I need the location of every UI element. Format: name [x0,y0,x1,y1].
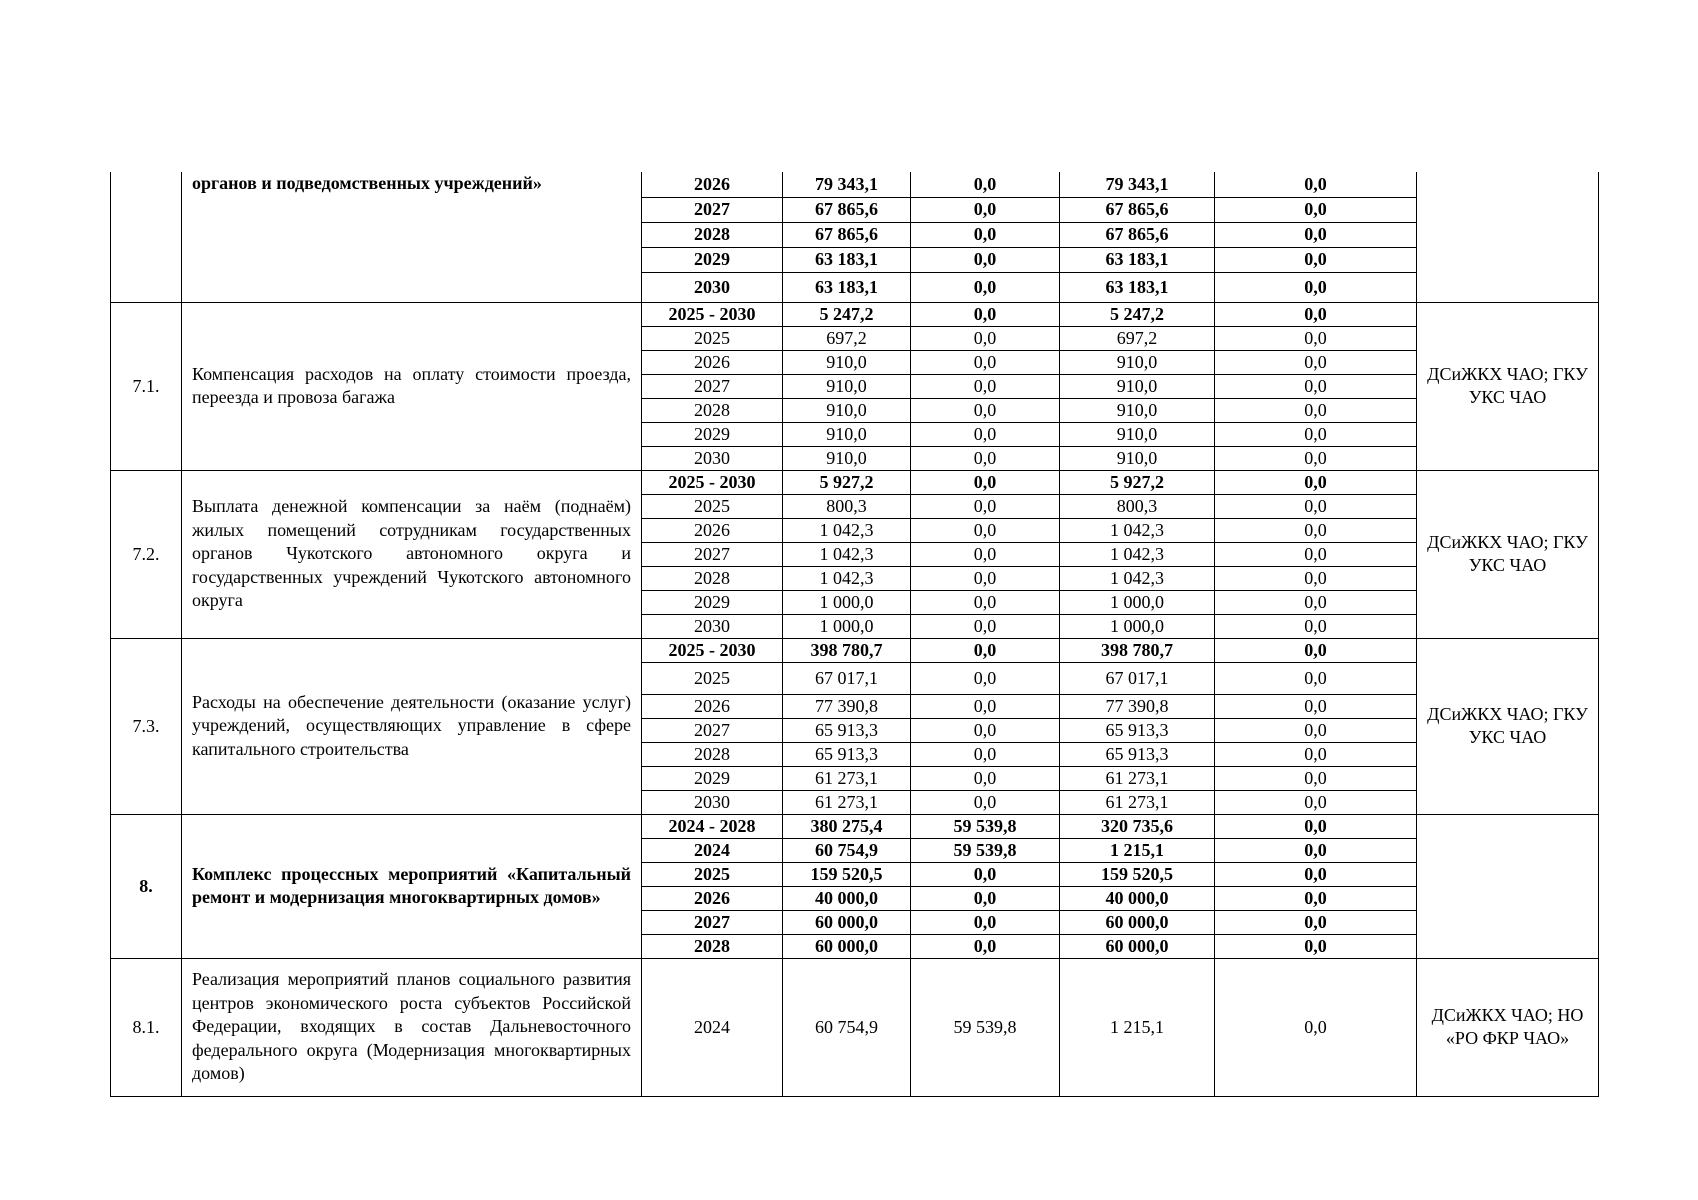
row-index: 7.3. [111,638,182,814]
other-sources-cell: 0,0 [1215,494,1417,518]
total-cell: 60 754,9 [783,838,911,862]
table-row [111,958,1599,1096]
period-cell: 2024 - 2028 [642,814,783,838]
period-cell: 2027 [642,374,783,398]
regional-budget-cell: 60 000,0 [1060,910,1215,934]
federal-budget-cell: 0,0 [911,638,1060,662]
period-cell: 2027 [642,718,783,742]
activity-description: органов и подведомственных учреждений» [182,172,642,302]
regional-budget-cell: 67 865,6 [1060,222,1215,247]
federal-budget-cell: 0,0 [911,718,1060,742]
responsible-executor [1417,172,1599,302]
total-cell: 61 273,1 [783,766,911,790]
period-cell: 2028 [642,222,783,247]
period-cell: 2025 - 2030 [642,470,783,494]
regional-budget-cell: 800,3 [1060,494,1215,518]
period-cell: 2025 [642,494,783,518]
total-cell: 1 000,0 [783,614,911,638]
period-cell: 2029 [642,422,783,446]
period-cell: 2025 [642,326,783,350]
other-sources-cell: 0,0 [1215,910,1417,934]
activity-description: Выплата денежной компенсации за наём (поднаём) жилых помещений сотрудникам государственных органов Чукотского автономного округа и государственных учреждений Чукотского автономного округа [182,470,642,638]
other-sources-cell: 0,0 [1215,398,1417,422]
regional-budget-cell: 5 247,2 [1060,302,1215,326]
period-cell: 2026 [642,518,783,542]
other-sources-cell: 0,0 [1215,790,1417,814]
total-cell: 65 913,3 [783,742,911,766]
total-cell: 60 000,0 [783,934,911,958]
total-cell: 910,0 [783,398,911,422]
total-cell: 63 183,1 [783,247,911,272]
period-cell: 2026 [642,886,783,910]
period-cell: 2024 [642,958,783,1096]
federal-budget-cell: 0,0 [911,766,1060,790]
regional-budget-cell: 159 520,5 [1060,862,1215,886]
federal-budget-cell: 0,0 [911,910,1060,934]
table-row [111,814,1599,838]
federal-budget-cell: 0,0 [911,197,1060,222]
total-cell: 1 042,3 [783,518,911,542]
regional-budget-cell: 910,0 [1060,350,1215,374]
federal-budget-cell: 0,0 [911,302,1060,326]
regional-budget-cell: 1 042,3 [1060,542,1215,566]
total-cell: 910,0 [783,374,911,398]
table-row [111,470,1599,494]
other-sources-cell: 0,0 [1215,222,1417,247]
federal-budget-cell: 0,0 [911,247,1060,272]
regional-budget-cell: 1 215,1 [1060,958,1215,1096]
other-sources-cell: 0,0 [1215,814,1417,838]
other-sources-cell: 0,0 [1215,302,1417,326]
table-row [111,302,1599,326]
row-index: 8. [111,814,182,958]
other-sources-cell: 0,0 [1215,934,1417,958]
period-cell: 2027 [642,197,783,222]
period-cell: 2024 [642,838,783,862]
period-cell: 2030 [642,446,783,470]
federal-budget-cell: 0,0 [911,374,1060,398]
other-sources-cell: 0,0 [1215,326,1417,350]
federal-budget-cell: 0,0 [911,542,1060,566]
responsible-executor [1417,814,1599,958]
period-cell: 2025 [642,662,783,694]
period-cell: 2026 [642,172,783,197]
table-row [111,172,1599,197]
regional-budget-cell: 65 913,3 [1060,742,1215,766]
activity-description: Компенсация расходов на оплату стоимости проезда, переезда и провоза багажа [182,302,642,470]
federal-budget-cell: 0,0 [911,518,1060,542]
responsible-executor: ДСиЖКХ ЧАО; НО «РО ФКР ЧАО» [1417,958,1599,1096]
regional-budget-cell: 40 000,0 [1060,886,1215,910]
total-cell: 60 000,0 [783,910,911,934]
other-sources-cell: 0,0 [1215,614,1417,638]
federal-budget-cell: 59 539,8 [911,838,1060,862]
other-sources-cell: 0,0 [1215,374,1417,398]
regional-budget-cell: 910,0 [1060,398,1215,422]
total-cell: 800,3 [783,494,911,518]
regional-budget-cell: 910,0 [1060,422,1215,446]
federal-budget-cell: 0,0 [911,590,1060,614]
other-sources-cell: 0,0 [1215,718,1417,742]
federal-budget-cell: 0,0 [911,494,1060,518]
total-cell: 63 183,1 [783,272,911,302]
period-cell: 2029 [642,766,783,790]
federal-budget-cell: 0,0 [911,350,1060,374]
other-sources-cell: 0,0 [1215,590,1417,614]
other-sources-cell: 0,0 [1215,566,1417,590]
regional-budget-cell: 79 343,1 [1060,172,1215,197]
period-cell: 2026 [642,694,783,718]
federal-budget-cell: 0,0 [911,886,1060,910]
total-cell: 5 927,2 [783,470,911,494]
total-cell: 65 913,3 [783,718,911,742]
total-cell: 67 865,6 [783,222,911,247]
other-sources-cell: 0,0 [1215,742,1417,766]
period-cell: 2028 [642,742,783,766]
other-sources-cell: 0,0 [1215,958,1417,1096]
total-cell: 67 017,1 [783,662,911,694]
row-index: 7.2. [111,470,182,638]
total-cell: 5 247,2 [783,302,911,326]
regional-budget-cell: 67 017,1 [1060,662,1215,694]
total-cell: 910,0 [783,350,911,374]
regional-budget-cell: 60 000,0 [1060,934,1215,958]
federal-budget-cell: 59 539,8 [911,814,1060,838]
other-sources-cell: 0,0 [1215,518,1417,542]
federal-budget-cell: 0,0 [911,862,1060,886]
regional-budget-cell: 77 390,8 [1060,694,1215,718]
period-cell: 2030 [642,614,783,638]
period-cell: 2029 [642,590,783,614]
other-sources-cell: 0,0 [1215,542,1417,566]
regional-budget-cell: 65 913,3 [1060,718,1215,742]
total-cell: 398 780,7 [783,638,911,662]
total-cell: 77 390,8 [783,694,911,718]
regional-budget-cell: 398 780,7 [1060,638,1215,662]
activity-description: Расходы на обеспечение деятельности (оказание услуг) учреждений, осуществляющих управление в сфере капитального строительства [182,638,642,814]
regional-budget-cell: 1 042,3 [1060,566,1215,590]
federal-budget-cell: 0,0 [911,398,1060,422]
period-cell: 2029 [642,247,783,272]
period-cell: 2025 [642,862,783,886]
federal-budget-cell: 0,0 [911,694,1060,718]
regional-budget-cell: 1 000,0 [1060,614,1215,638]
regional-budget-cell: 1 000,0 [1060,590,1215,614]
period-cell: 2025 - 2030 [642,638,783,662]
row-index [111,172,182,302]
other-sources-cell: 0,0 [1215,838,1417,862]
regional-budget-cell: 320 735,6 [1060,814,1215,838]
table-body [111,172,1599,1096]
other-sources-cell: 0,0 [1215,272,1417,302]
activity-description: Реализация мероприятий планов социального развития центров экономического роста субъектов Российской Федерации, входящих в состав Дальневосточного федерального округа (Модернизация многоквартирных домов) [182,958,642,1096]
federal-budget-cell: 0,0 [911,934,1060,958]
regional-budget-cell: 910,0 [1060,374,1215,398]
period-cell: 2030 [642,790,783,814]
table-row [111,638,1599,662]
federal-budget-cell: 0,0 [911,470,1060,494]
regional-budget-cell: 61 273,1 [1060,766,1215,790]
total-cell: 697,2 [783,326,911,350]
period-cell: 2027 [642,542,783,566]
activity-description: Комплекс процессных мероприятий «Капитальный ремонт и модернизация многоквартирных домов» [182,814,642,958]
regional-budget-cell: 63 183,1 [1060,247,1215,272]
period-cell: 2028 [642,934,783,958]
total-cell: 159 520,5 [783,862,911,886]
other-sources-cell: 0,0 [1215,197,1417,222]
federal-budget-cell: 0,0 [911,222,1060,247]
total-cell: 40 000,0 [783,886,911,910]
other-sources-cell: 0,0 [1215,662,1417,694]
regional-budget-cell: 1 215,1 [1060,838,1215,862]
federal-budget-cell: 0,0 [911,172,1060,197]
row-index: 7.1. [111,302,182,470]
total-cell: 910,0 [783,446,911,470]
regional-budget-cell: 67 865,6 [1060,197,1215,222]
period-cell: 2030 [642,272,783,302]
regional-budget-cell: 63 183,1 [1060,272,1215,302]
period-cell: 2027 [642,910,783,934]
federal-budget-cell: 0,0 [911,742,1060,766]
total-cell: 910,0 [783,422,911,446]
total-cell: 380 275,4 [783,814,911,838]
budget-table [110,172,1599,1097]
row-index: 8.1. [111,958,182,1096]
total-cell: 1 000,0 [783,590,911,614]
other-sources-cell: 0,0 [1215,766,1417,790]
other-sources-cell: 0,0 [1215,638,1417,662]
regional-budget-cell: 910,0 [1060,446,1215,470]
other-sources-cell: 0,0 [1215,886,1417,910]
responsible-executor: ДСиЖКХ ЧАО; ГКУ УКС ЧАО [1417,470,1599,638]
federal-budget-cell: 0,0 [911,566,1060,590]
other-sources-cell: 0,0 [1215,694,1417,718]
regional-budget-cell: 1 042,3 [1060,518,1215,542]
total-cell: 1 042,3 [783,542,911,566]
other-sources-cell: 0,0 [1215,350,1417,374]
other-sources-cell: 0,0 [1215,446,1417,470]
total-cell: 67 865,6 [783,197,911,222]
federal-budget-cell: 0,0 [911,662,1060,694]
other-sources-cell: 0,0 [1215,470,1417,494]
regional-budget-cell: 697,2 [1060,326,1215,350]
other-sources-cell: 0,0 [1215,247,1417,272]
total-cell: 61 273,1 [783,790,911,814]
regional-budget-cell: 61 273,1 [1060,790,1215,814]
other-sources-cell: 0,0 [1215,862,1417,886]
federal-budget-cell: 0,0 [911,790,1060,814]
federal-budget-cell: 0,0 [911,422,1060,446]
period-cell: 2026 [642,350,783,374]
total-cell: 1 042,3 [783,566,911,590]
total-cell: 79 343,1 [783,172,911,197]
total-cell: 60 754,9 [783,958,911,1096]
responsible-executor: ДСиЖКХ ЧАО; ГКУ УКС ЧАО [1417,302,1599,470]
federal-budget-cell: 0,0 [911,614,1060,638]
federal-budget-cell: 0,0 [911,326,1060,350]
period-cell: 2028 [642,398,783,422]
federal-budget-cell: 0,0 [911,446,1060,470]
period-cell: 2025 - 2030 [642,302,783,326]
federal-budget-cell: 59 539,8 [911,958,1060,1096]
period-cell: 2028 [642,566,783,590]
regional-budget-cell: 5 927,2 [1060,470,1215,494]
federal-budget-cell: 0,0 [911,272,1060,302]
other-sources-cell: 0,0 [1215,172,1417,197]
other-sources-cell: 0,0 [1215,422,1417,446]
responsible-executor: ДСиЖКХ ЧАО; ГКУ УКС ЧАО [1417,638,1599,814]
